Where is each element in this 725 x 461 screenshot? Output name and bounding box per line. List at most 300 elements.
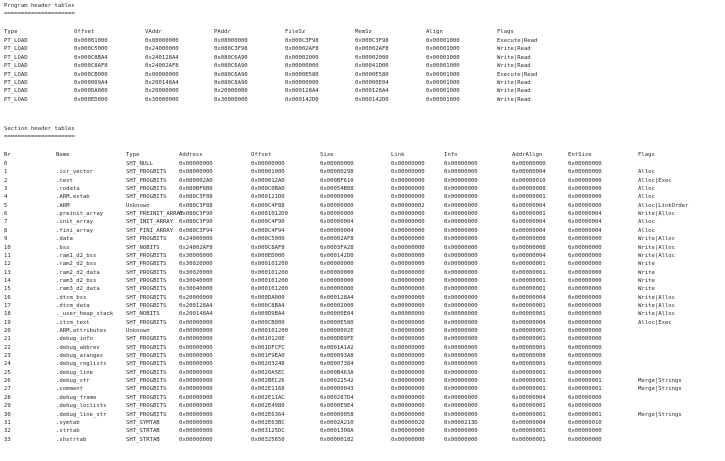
table-cell: .itcm_text — [56, 319, 90, 326]
table-cell: 0x00001000 — [251, 169, 285, 176]
table-cell: 0x00000000 — [568, 261, 602, 268]
table-cell: 29 — [4, 403, 11, 410]
table-cell: .debug_loclists — [56, 403, 107, 410]
table-cell: SHT_STRTAB — [126, 436, 160, 443]
table-cell: 0x00000001 — [512, 436, 546, 443]
table-cell: 28 — [4, 394, 11, 401]
table-cell: .ram2_d2_data — [56, 269, 100, 276]
table-cell: 0x00000000 — [179, 328, 213, 334]
table-cell: Write — [638, 261, 655, 268]
table-cell: SHT_PROGBITS — [126, 286, 167, 293]
table-cell: 0x003125DC — [251, 428, 285, 435]
table-cell: Alloc — [638, 219, 655, 226]
table-cell: 0x00000000 — [391, 369, 425, 376]
table-cell: 0x080C6A90 — [214, 54, 248, 61]
table-cell: 0x00000000 — [568, 186, 602, 193]
table-cell: 0x080C3F90 — [179, 211, 213, 218]
table-cell: 0x000101200 — [251, 328, 289, 334]
table-cell: 0x000C3F98 — [285, 38, 319, 44]
table-cell: SHT_PROGBITS — [126, 186, 167, 193]
table-cell: 0x00000000 — [444, 394, 478, 401]
table-cell: 0x00000001 — [512, 411, 546, 418]
table-cell: 0x00000000 — [444, 186, 478, 193]
table-cell: 0x000C4F94 — [251, 227, 285, 234]
table-cell: 0x000128A4 — [320, 294, 354, 301]
table-cell: 0x00000000 — [391, 328, 425, 334]
table-cell: 0x0020A5EC — [251, 369, 285, 376]
table-cell: 0x00000E04 — [355, 80, 389, 86]
table-cell: 15 — [4, 286, 11, 293]
table-cell: Offset — [74, 29, 95, 35]
table-cell: Merge|Strings — [638, 411, 682, 418]
table-cell: 19 — [4, 319, 11, 326]
table-cell: 0x00000000 — [444, 236, 478, 243]
table-cell: 0x00000000 — [179, 419, 213, 426]
table-cell: SHT_PROGBITS — [126, 378, 167, 385]
table-cell: 0x00000000 — [512, 161, 546, 167]
table-cell: Write — [638, 286, 655, 293]
table-cell: .bss — [56, 244, 70, 251]
table-cell: 0x00000000 — [444, 227, 478, 234]
table-cell: 0x00000000 — [391, 353, 425, 360]
table-cell: 0x0000E580 — [285, 71, 319, 78]
table-cell: SHT_PROGBITS — [126, 369, 167, 376]
table-cell: 0x000101200 — [251, 286, 289, 293]
table-cell: 0x00000004 — [320, 227, 354, 234]
table-cell: 0x00000000 — [568, 269, 602, 276]
table-cell: .ARM.attributes — [56, 328, 107, 334]
table-cell: PT_LOAD — [4, 38, 28, 44]
table-cell: Alloc — [638, 194, 655, 201]
table-cell: 0x00000000 — [391, 436, 425, 443]
table-cell: 14 — [4, 277, 11, 284]
table-cell: 0x24002AF8 — [145, 63, 179, 70]
table-cell: 0x002E6364 — [251, 411, 285, 418]
table-cell: 0x00000001 — [512, 344, 546, 351]
table-cell: 0x00000000 — [444, 161, 478, 167]
table-cell: 0x00000001 — [512, 211, 546, 218]
table-cell: 9 — [4, 236, 8, 243]
table-cell: 0x00000000 — [285, 80, 319, 86]
table-cell: 0x080C8A90 — [214, 80, 248, 86]
table-cell: 0x00000000 — [320, 286, 354, 293]
table-cell: 0x0000E9E4 — [320, 403, 354, 410]
table-cell: SHT_NOBITS — [126, 244, 160, 251]
table-cell: Write|Alloc — [638, 244, 676, 251]
table-cell: .dtcm_bss — [56, 294, 87, 301]
table-cell: SHT_NULL — [126, 161, 153, 167]
table-cell: 0x000C4F88 — [251, 202, 285, 209]
table-cell: 0x00000000 — [320, 261, 354, 268]
table-cell: 0x002E1168 — [251, 386, 285, 393]
table-cell: 0x00203248 — [251, 361, 285, 368]
table-cell: Write|Alloc — [638, 311, 676, 318]
table-cell: 0x00000000 — [444, 211, 478, 218]
table-cell: Type — [4, 29, 18, 35]
table-cell: 0x00000001 — [512, 311, 546, 318]
program-header-title: Program header tables — [4, 3, 75, 9]
table-cell: 0x00000004 — [512, 219, 546, 226]
table-cell: 0x00000000 — [568, 294, 602, 301]
table-cell: 0x00000000 — [251, 161, 285, 167]
table-cell: PT_LOAD — [4, 71, 28, 78]
table-cell: Write|Read — [497, 88, 531, 95]
table-cell: SHT_PROGBITS — [126, 236, 167, 243]
table-cell: 0x00001000 — [426, 46, 460, 53]
table-cell: 0x00000000 — [391, 252, 425, 259]
table-cell: 0x00000000 — [391, 261, 425, 268]
table-cell: .debug_aranges — [56, 353, 104, 360]
table-cell: 0x000142D0 — [320, 252, 354, 259]
table-cell: .init_array — [56, 219, 94, 226]
table-cell: 0x00000000 — [179, 336, 213, 343]
table-cell: 0 — [4, 161, 8, 167]
table-cell: 0x00000000 — [285, 63, 319, 70]
table-cell: 0x00000000 — [444, 277, 478, 284]
table-cell: 0x00000000 — [444, 344, 478, 351]
table-cell: 0x0001012D0 — [251, 211, 289, 218]
table-cell: SHT_PROGBITS — [126, 169, 167, 176]
table-cell: 26 — [4, 378, 11, 385]
table-cell: 0x00000000 — [391, 227, 425, 234]
table-cell: 0x0000002E — [320, 328, 354, 334]
table-cell: Execute|Read — [497, 71, 538, 78]
table-cell: 32 — [4, 428, 11, 435]
table-cell: 0x00000000 — [568, 394, 602, 401]
table-cell: 0x001F9EA0 — [251, 353, 285, 360]
table-cell: 0x00000000 — [391, 344, 425, 351]
table-cell: 0x080C6A90 — [214, 63, 248, 70]
table-cell: 21 — [4, 336, 11, 343]
table-cell: 0x00000001 — [512, 302, 546, 309]
table-cell: .dtcm_data — [56, 302, 90, 309]
table-cell: 0x000C8AF8 — [251, 244, 285, 251]
table-cell: 0x00000001 — [512, 269, 546, 276]
table-cell: 0x00000010 — [568, 419, 602, 426]
table-cell: 0x080C3F94 — [179, 227, 213, 234]
table-cell: 0x00001000 — [426, 54, 460, 61]
table-cell: 0x00000000 — [391, 161, 425, 167]
table-cell: 0x00000008 — [512, 236, 546, 243]
table-cell: 0x00000000 — [568, 403, 602, 410]
table-cell: 0x00000043 — [320, 386, 354, 393]
table-cell: 0x00000000 — [444, 311, 478, 318]
table-cell: 0x00000001 — [568, 378, 602, 385]
table-cell: 0x00000000 — [391, 244, 425, 251]
table-cell: 0x0000E580 — [320, 319, 354, 326]
table-cell: 22 — [4, 344, 11, 351]
table-cell: 0x00000000 — [179, 161, 213, 167]
table-cell: 0x000ED000 — [251, 252, 285, 259]
table-cell: SHT_PROGBITS — [126, 411, 167, 418]
table-cell: 30 — [4, 411, 11, 418]
table-cell: SHT_PROGBITS — [126, 177, 167, 184]
table-cell: .strtab — [56, 428, 80, 435]
table-cell: 0x00000000 — [320, 269, 354, 276]
table-cell: 0x00000000 — [320, 211, 354, 218]
table-cell: 0x00000000 — [391, 403, 425, 410]
table-cell: 0x002E4980 — [251, 403, 285, 410]
table-cell: SHT_PROGBITS — [126, 394, 167, 401]
table-cell: 0x0001A1A2 — [320, 344, 354, 351]
table-cell: Write — [638, 277, 655, 284]
table-cell: SHT_PROGBITS — [126, 269, 167, 276]
table-cell: 0x00000001 — [568, 386, 602, 393]
table-cell: Merge|Strings — [638, 378, 682, 385]
table-cell: SHT_PREINIT_ARRAY — [126, 211, 184, 218]
table-cell: 0x000012A0 — [251, 177, 285, 184]
table-cell: Alloc|LinkOrder — [638, 202, 689, 209]
table-cell: 0x0003FA28 — [320, 244, 354, 251]
table-cell: 0x000D9BA4 — [251, 311, 285, 318]
table-cell: 0x24000000 — [145, 46, 179, 53]
table-cell: 24 — [4, 361, 11, 368]
table-cell: 0x00000000 — [391, 236, 425, 243]
table-cell: Write|Read — [497, 54, 531, 61]
table-cell: MemSz — [355, 29, 372, 35]
table-cell: 0x00002AF8 — [285, 46, 319, 53]
table-cell: 0x000128A4 — [355, 88, 389, 95]
table-cell: 0x00000298 — [320, 169, 354, 176]
table-cell: 0x00000000 — [568, 353, 602, 360]
table-cell: ._user_heap_stack — [56, 311, 114, 318]
table-cell: 0x00000000 — [444, 353, 478, 360]
table-cell: .debug_frame — [56, 394, 97, 401]
table-cell: SHT_PROGBITS — [126, 353, 167, 360]
table-cell: Unknown — [126, 328, 150, 334]
table-cell: 0x00000004 — [512, 419, 546, 426]
table-cell: 0x00000000 — [320, 202, 354, 209]
table-cell: 5 — [4, 202, 8, 209]
table-cell: 0x00000001 — [512, 361, 546, 368]
table-cell: 0x00000000 — [179, 378, 213, 385]
table-cell: 0x000C5000 — [251, 236, 285, 243]
table-cell: 0x00000000 — [179, 436, 213, 443]
table-cell: 0x200148A4 — [145, 80, 179, 86]
table-cell: 0x00000000 — [391, 378, 425, 385]
table-cell: 0x00000000 — [320, 194, 354, 201]
table-cell: 0x200128A4 — [179, 302, 213, 309]
table-cell: Flags — [638, 152, 655, 158]
table-cell: 0x002E11AC — [251, 394, 285, 401]
table-cell: 0x00000000 — [444, 378, 478, 385]
table-cell: 0x00000004 — [320, 219, 354, 226]
table-cell: Flags — [497, 29, 514, 35]
table-cell: 0x00000000 — [444, 252, 478, 259]
table-cell: 23 — [4, 353, 11, 360]
table-cell: 0x00000000 — [568, 361, 602, 368]
table-cell: Link — [391, 152, 405, 158]
table-cell: 0x00000000 — [444, 202, 478, 209]
table-cell: 0x20000000 — [179, 294, 213, 301]
table-cell: SHT_PROGBITS — [126, 336, 167, 343]
table-cell: 0x000121D0 — [251, 194, 285, 201]
table-cell: 0x00000000 — [444, 177, 478, 184]
table-cell: 0x00000000 — [391, 186, 425, 193]
table-cell: Write|Read — [497, 46, 531, 53]
table-cell: 0x00000000 — [568, 177, 602, 184]
table-cell: 0x200148A4 — [179, 311, 213, 318]
table-cell: 0x00000000 — [444, 411, 478, 418]
table-cell: 0x000CB000 — [251, 319, 285, 326]
table-cell: 0x30020000 — [179, 269, 213, 276]
table-cell: 0x00000000 — [444, 403, 478, 410]
table-cell: 0x00000001 — [512, 277, 546, 284]
table-cell: 0x00000000 — [179, 428, 213, 435]
table-cell: 7 — [4, 219, 8, 226]
table-cell: 0x00000000 — [179, 361, 213, 368]
table-cell: SHT_PROGBITS — [126, 277, 167, 284]
table-cell: 0x000142D0 — [355, 96, 389, 103]
table-cell: 0x00000001 — [512, 286, 546, 293]
table-cell: 0x00000000 — [568, 311, 602, 318]
table-cell: .debug_line_str — [56, 411, 107, 418]
table-cell: EntSize — [568, 152, 592, 158]
table-cell: Alloc — [638, 169, 655, 176]
table-cell: Align — [426, 29, 443, 35]
table-cell: Execute|Read — [497, 38, 538, 44]
table-cell: 0x00000000 — [568, 161, 602, 167]
table-cell: Merge|Strings — [638, 386, 682, 393]
table-cell: 0x00000000 — [568, 286, 602, 293]
table-cell: 0x00000000 — [568, 336, 602, 343]
section-header-underline: ===================== — [4, 134, 75, 140]
table-cell: 0x00000001 — [512, 428, 546, 435]
table-cell: 0x00000001 — [512, 194, 546, 201]
table-cell: 0x00000000 — [320, 277, 354, 284]
table-cell: 0x00002000 — [355, 54, 389, 61]
table-cell: 0x00000000 — [444, 261, 478, 268]
table-cell: 0x00000001 — [512, 336, 546, 343]
table-cell: 0x000101200 — [251, 269, 289, 276]
table-cell: 0x30000000 — [145, 96, 179, 103]
table-cell: 0x00000058 — [320, 411, 354, 418]
table-cell: 0x00000000 — [568, 319, 602, 326]
table-cell: .symtab — [56, 419, 80, 426]
table-cell: 0x00000000 — [444, 428, 478, 435]
table-cell: 2 — [4, 177, 8, 184]
table-cell: 0x00000000 — [391, 286, 425, 293]
table-cell: 18 — [4, 311, 11, 318]
table-cell: 0x00000000 — [568, 428, 602, 435]
table-cell: 0x00000000 — [444, 369, 478, 376]
table-cell: 0x000C0BA0 — [251, 186, 285, 193]
table-cell: 0x000009A4 — [74, 80, 108, 86]
table-cell: 16 — [4, 294, 11, 301]
table-cell: 0x000C3F98 — [355, 38, 389, 44]
table-cell: 0x00000008 — [512, 244, 546, 251]
table-cell: 3 — [4, 186, 8, 193]
table-cell: 0x00000000 — [444, 244, 478, 251]
table-cell: 0x00000008 — [512, 353, 546, 360]
table-cell: SHT_PROGBITS — [126, 252, 167, 259]
table-cell: 0x00002000 — [285, 54, 319, 61]
table-cell: 0x00000000 — [391, 302, 425, 309]
table-cell: SHT_STRTAB — [126, 428, 160, 435]
table-cell: 0x000101200 — [251, 277, 289, 284]
table-cell: 6 — [4, 211, 8, 218]
table-cell: 0x080C3F88 — [179, 194, 213, 201]
table-cell: 0x00041D00 — [355, 63, 389, 70]
table-cell: Unknown — [126, 202, 150, 209]
table-cell: 8 — [4, 227, 8, 234]
table-cell: Write|Alloc — [638, 252, 676, 259]
section-header-title: Section header tables — [4, 126, 75, 132]
table-cell: 0x20000000 — [145, 88, 179, 95]
table-cell: 0x0010120E — [251, 336, 285, 343]
table-cell: SHT_PROGBITS — [126, 361, 167, 368]
table-cell: .comment — [56, 386, 83, 393]
table-cell: 0x000DB9FE — [320, 336, 354, 343]
table-cell: 0x00000182 — [320, 436, 354, 443]
table-cell: 0x00000004 — [568, 211, 602, 218]
table-cell: 0x20000000 — [214, 88, 248, 95]
table-cell: 0x08000000 — [179, 169, 213, 176]
table-cell: 0x30020000 — [179, 261, 213, 268]
table-cell: .ram1_d2_bss — [56, 252, 97, 259]
table-cell: .rodata — [56, 186, 80, 193]
table-cell: 0x00007384 — [320, 361, 354, 368]
table-cell: 0x00000000 — [444, 194, 478, 201]
table-cell: 0x00000004 — [512, 202, 546, 209]
table-cell: 0x24002AF8 — [179, 244, 213, 251]
table-cell: 0x0001308A — [320, 428, 354, 435]
table-cell: 0x00000000 — [179, 369, 213, 376]
table-cell: SHT_PROGBITS — [126, 261, 167, 268]
table-cell: 0x000C8BA4 — [74, 54, 108, 61]
table-cell: 0x30000000 — [214, 96, 248, 103]
table-cell: .debug_rnglists — [56, 361, 107, 368]
table-cell: 0x00000000 — [391, 219, 425, 226]
table-cell: .ram3_d2_data — [56, 286, 100, 293]
table-cell: 0x00000000 — [391, 169, 425, 176]
table-cell: Alloc — [638, 186, 655, 193]
table-cell: 0x00001000 — [426, 38, 460, 44]
table-cell: 0x00000000 — [444, 294, 478, 301]
table-cell: 0x00002000 — [320, 302, 354, 309]
table-cell: .debug_str — [56, 378, 90, 385]
table-cell: SHT_SYMTAB — [126, 419, 160, 426]
table-cell: Write|Read — [497, 96, 531, 103]
table-cell: 0x00000001 — [512, 328, 546, 334]
table-cell: SHT_PROGBITS — [126, 344, 167, 351]
table-cell: Nr — [4, 152, 11, 158]
table-cell: 0x000DA000 — [251, 294, 285, 301]
table-cell: 0x00000000 — [568, 302, 602, 309]
table-cell: 0x08000000 — [145, 38, 179, 44]
table-cell: 0x00000000 — [444, 302, 478, 309]
table-cell: 0x00000010 — [512, 177, 546, 184]
table-cell: 0x000C4F90 — [251, 219, 285, 226]
table-cell: 0x00000020 — [391, 419, 425, 426]
table-cell: 0x00000000 — [568, 169, 602, 176]
table-cell: 0x000101200 — [251, 261, 289, 268]
table-cell: 0x30040000 — [179, 286, 213, 293]
table-cell: 0x00000000 — [391, 211, 425, 218]
table-cell: 13 — [4, 269, 11, 276]
table-cell: .text — [56, 177, 73, 184]
table-cell: Write|Alloc — [638, 236, 676, 243]
table-cell: 0x000C8AF8 — [74, 63, 108, 70]
table-cell: Write|Read — [497, 63, 531, 70]
table-cell: Name — [56, 152, 70, 158]
table-cell: 0x00000001 — [512, 403, 546, 410]
table-cell: 0x00000000 — [179, 319, 213, 326]
table-cell: PT_LOAD — [4, 46, 28, 53]
table-cell: 0x00000000 — [568, 344, 602, 351]
table-cell: 0x00000004 — [512, 252, 546, 259]
table-cell: 0x00000000 — [444, 328, 478, 334]
